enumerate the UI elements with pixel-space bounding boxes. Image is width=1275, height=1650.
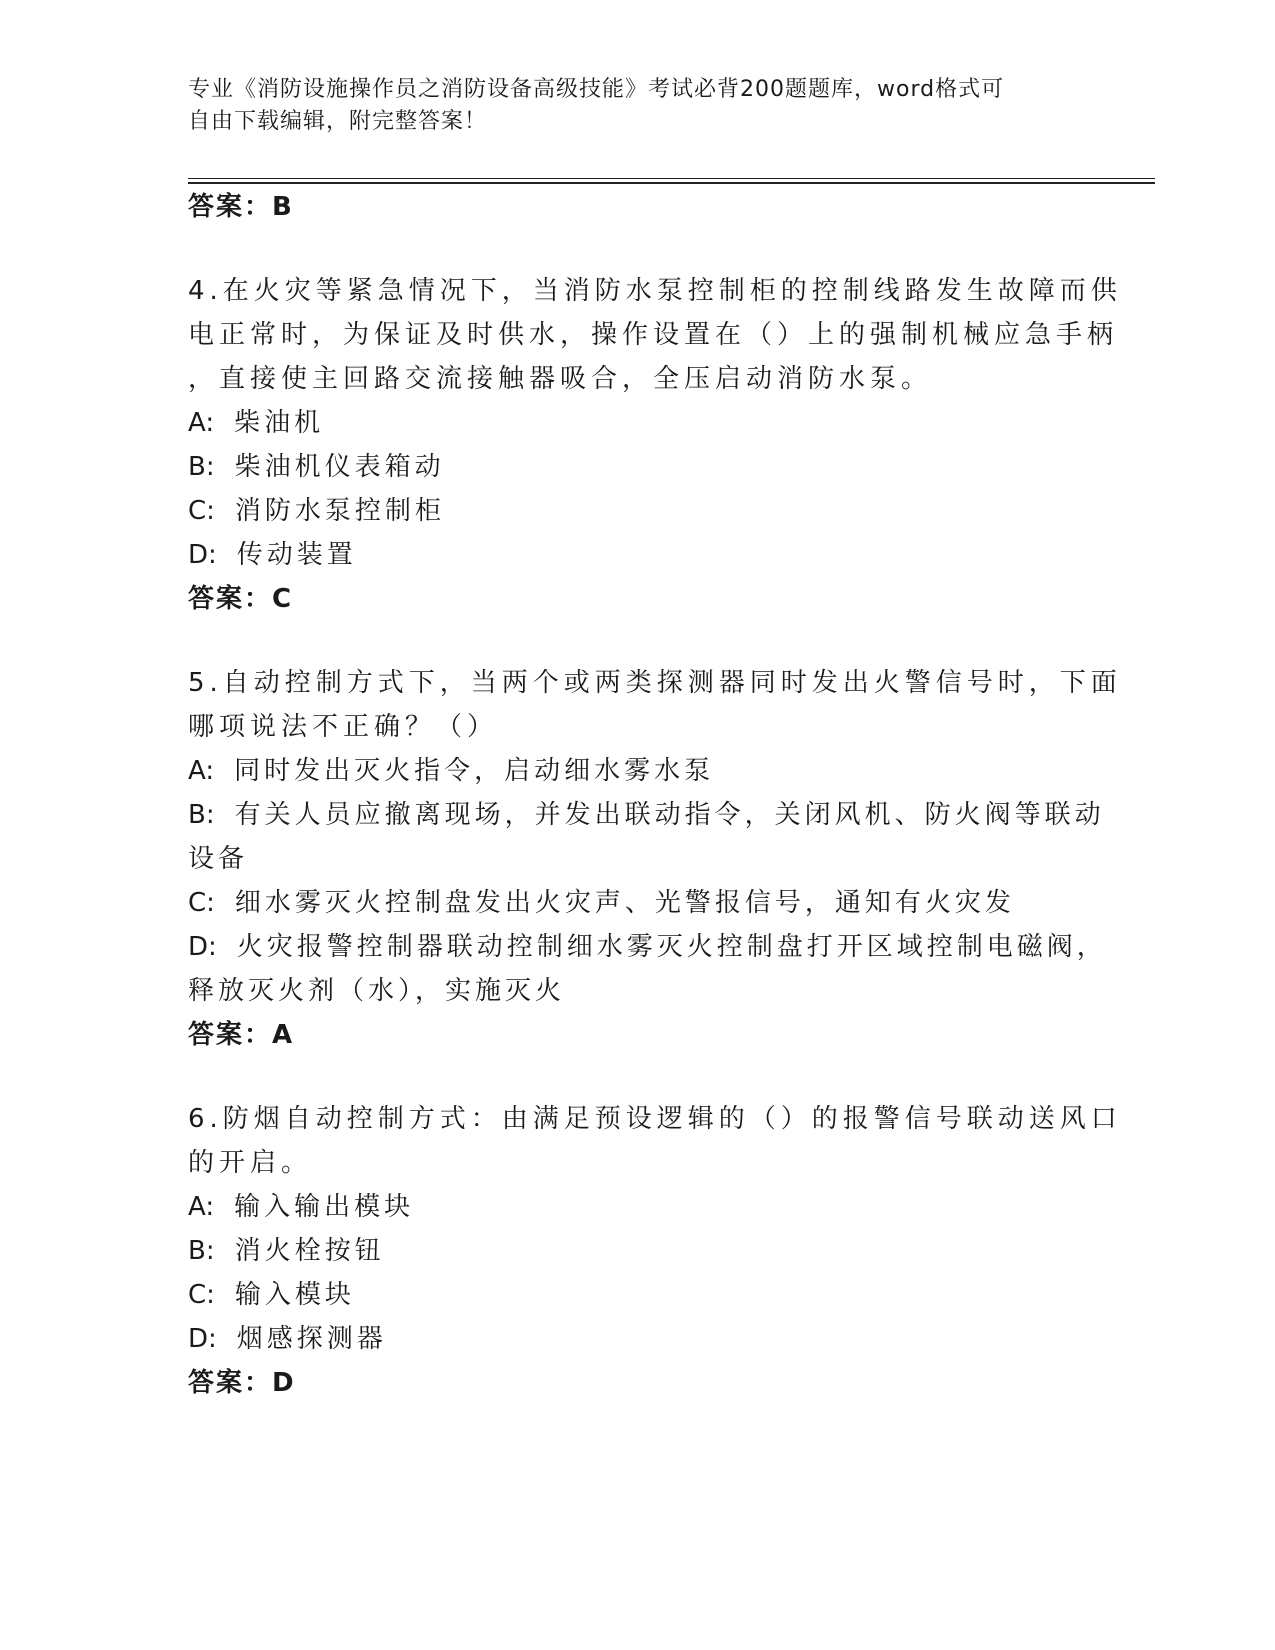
question-4-option-d <box>188 540 357 570</box>
option-label: D: <box>188 932 217 962</box>
previous-answer: 答案：B <box>188 192 294 222</box>
option-text: 消火栓按钮 <box>234 1236 385 1266</box>
question-6-option-a <box>188 1192 414 1222</box>
question-5-option-a <box>188 756 714 786</box>
option-label: A: <box>188 408 215 438</box>
option-text: 消防水泵控制柜 <box>234 496 445 526</box>
question-4-option-b <box>188 452 445 482</box>
option-label: D: <box>188 1324 217 1354</box>
option-label: B: <box>188 452 215 482</box>
question-6-option-b <box>188 1236 385 1266</box>
question-4-line-2: 电正常时，为保证及时供水，操作设置在（）上的强制机械应急手柄 <box>188 320 1119 350</box>
header-divider-top <box>188 178 1155 179</box>
option-text: 火灾报警控制器联动控制细水雾灭火控制盘打开区域控制电磁阀， <box>236 932 1107 962</box>
question-5-option-b <box>188 800 1105 830</box>
question-6-option-d <box>188 1324 387 1354</box>
header-line-2: 自由下载编辑，附完整答案！ <box>188 109 488 134</box>
question-5-option-d <box>188 932 1107 962</box>
question-6-option-c <box>188 1280 355 1310</box>
option-label: B: <box>188 1236 215 1266</box>
option-text: 有关人员应撤离现场，并发出联动指令，关闭风机、防火阀等联动 <box>234 800 1105 830</box>
question-4-answer: 答案：C <box>188 584 294 614</box>
question-6-line-1: 6.防烟自动控制方式：由满足预设逻辑的（）的报警信号联动送风口 <box>188 1104 1122 1134</box>
option-label: C: <box>188 496 215 526</box>
question-5-line-2: 哪项说法不正确？（） <box>188 712 499 742</box>
question-4-option-c <box>188 496 445 526</box>
question-5-option-c <box>188 888 1015 918</box>
option-text: 柴油机 <box>234 408 325 438</box>
option-label: A: <box>188 756 215 786</box>
option-text: 同时发出灭火指令，启动细水雾水泵 <box>234 756 715 786</box>
option-text: 输入输出模块 <box>234 1192 415 1222</box>
option-label: D: <box>188 540 217 570</box>
option-text: 烟感探测器 <box>236 1324 387 1354</box>
question-4-line-1: 4.在火灾等紧急情况下，当消防水泵控制柜的控制线路发生故障而供 <box>188 276 1122 306</box>
option-label: C: <box>188 1280 215 1310</box>
option-text: 细水雾灭火控制盘发出火灾声、光警报信号，通知有火灾发 <box>234 888 1015 918</box>
option-text: 输入模块 <box>234 1280 355 1310</box>
question-5-option-b-cont: 设备 <box>188 844 249 874</box>
option-label: B: <box>188 800 215 830</box>
question-4-line-3: ，直接使主回路交流接触器吸合，全压启动消防水泵。 <box>188 364 933 394</box>
option-text: 柴油机仪表箱动 <box>234 452 445 482</box>
question-5-line-1: 5.自动控制方式下，当两个或两类探测器同时发出火警信号时，下面 <box>188 668 1122 698</box>
option-text: 传动装置 <box>236 540 357 570</box>
option-label: C: <box>188 888 215 918</box>
question-5-option-d-cont: 释放灭火剂（水），实施灭火 <box>188 976 566 1006</box>
question-5-answer: 答案：A <box>188 1020 295 1050</box>
header-line-1: 专业《消防设施操作员之消防设备高级技能》考试必背200题题库，word格式可 <box>188 77 1005 102</box>
page-header <box>188 74 1068 138</box>
question-4-option-a <box>188 408 324 438</box>
option-label: A: <box>188 1192 215 1222</box>
question-6-answer: 答案：D <box>188 1368 296 1398</box>
header-divider-bottom <box>188 182 1155 184</box>
question-6-line-2: 的开启。 <box>188 1148 313 1178</box>
